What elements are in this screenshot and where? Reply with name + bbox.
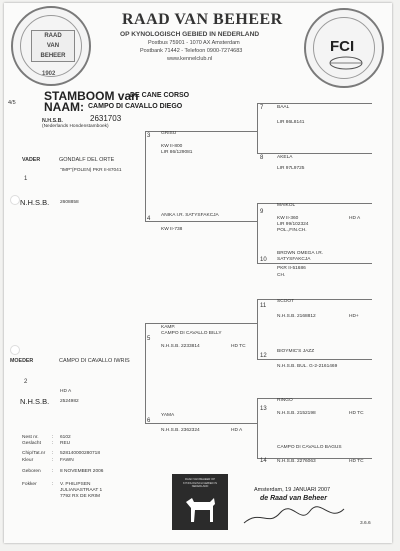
punch-hole [10, 195, 20, 205]
header-website: www.kennelclub.nl [167, 56, 213, 62]
g8-lir: LIR 97L9725 [277, 166, 305, 171]
g9-name: MAIKOL [277, 203, 296, 208]
nhsb-label: N.H.S.B. [42, 118, 63, 124]
geslacht-label: Geslacht [22, 441, 41, 446]
moeder-hd: HD A [60, 389, 72, 394]
stamboom-label: STAMBOOM van [44, 89, 139, 103]
g14-name: CAMPO DI CAVALLO BAGUS [277, 445, 342, 450]
naam-label: NAAM: [44, 100, 84, 114]
g6-hd: HD A [231, 428, 243, 433]
geboren-value: 8 NOVEMBER 2006 [60, 469, 104, 474]
page-ref: 4/5 [8, 100, 16, 106]
g13-hd: HD TC [349, 411, 364, 416]
geboren-label: Geboren [22, 469, 41, 474]
g14-nhsb: N.H.S.B. 2276063 [277, 459, 316, 464]
pedigree-certificate: RAAD VAN BEHEER 1902 FCI RAAD VAN BEHEER OP KYNOLOGISCH GEBIED IN NEDERLAND Postbus 75901 - 1070 AX Amsterdam Postbank 71442 - Telefoon 0900-7274683 www.kennelclub.nl 4/5 STAMBOOM van DE CANE CORSO NAAM: CAMPO DI CAVALLO DIEGO N.H.S.B. 2631703 (Nederlands Hondenstamboek) VADER GONDALF DEL ORTE "IMP"(POLEN) PKR II-87041 1 N.H.S.B. 2608858 MOEDER CAMPO DI CAVALLO IWRIS 2 HD A N.H.S.B. 2524982 3 GRISU KW II-800 LIR 86/129081 ANIKA I.R. SATYSFAKCJA 4 KW II-738 KAMP. CAMPO DI CAVALLO BILLY 5 N.H.S.B. 2233814 HD TC YAMA 6 N.H.S.B. 2362324 HD A 7 BAAL LIR 86L8141 8 AKELA LIR 97L9725 MAIKOL 9 KW II-360 HD A LIR 99/102324 POL.,FIN.CH. BROWN OMEGA I.R. 10 SATYSFAKCJA PKR II-51686 CH. SCOOT 11 N.H.S.B. 2168812 HD+ BIOYMIC'S JAZZ 12 N.H.S.B. BUL. G-2-2161469 RINGO 13 N.H.S.B. 2152198 HD TC CAMPO DI CAVALLO BAGUS 14 N.H.S.B. 2276063 HD TC Nest nr. : 6102 Geslacht : REU Chip/Tat.nr : 528140000280718 Kleur : FAWN Geboren : 8 NOVEMBER 2006 Fokker : V. PHILIPSEN JULIANASTRAAT 1 7792 RX DE KRIM RAAD VAN BEHEER OP KYNOLOGISCH GEBIED IN NEDERLAND Amsterdam, 19 JANUARI 2007 de Raad van Beheer 3.6.6 [4, 3, 392, 543]
raad-van-beheer-seal: RAAD VAN BEHEER 1902 [11, 6, 91, 86]
g11-name: SCOOT [277, 299, 295, 304]
g9-kw: KW II-360 [277, 216, 299, 221]
g10-pkr: PKR II-51686 [277, 266, 306, 271]
vader-nhsb: 2608858 [60, 200, 79, 205]
fci-globe-icon [326, 56, 366, 70]
moeder-nhsb-label: N.H.S.B. [20, 397, 50, 406]
dog-nhsb: 2631703 [90, 114, 122, 123]
g7-num: 7 [260, 105, 264, 111]
g12-nhsb: N.H.S.B. BUL. G-2-2161469 [277, 364, 338, 369]
g14-num: 14 [260, 458, 267, 464]
g14-hd: HD TC [349, 459, 364, 464]
g4-num: 4 [147, 216, 151, 222]
nest-value: 6102 [60, 435, 71, 440]
vader-nhsb-label: N.H.S.B. [20, 198, 50, 207]
g13-name: RINGO [277, 398, 293, 403]
g6-num: 6 [147, 418, 151, 424]
g11-num: 11 [260, 303, 267, 309]
moeder-name: CAMPO DI CAVALLO IWRIS [59, 358, 130, 364]
g6-name: YAMA [161, 413, 175, 418]
signature-scribble-icon [240, 503, 350, 528]
kleur-label: Kleur [22, 458, 34, 463]
g9-num: 9 [260, 209, 264, 215]
g12-num: 12 [260, 353, 267, 359]
g3-name: GRISU [161, 131, 177, 136]
fokker-name: V. PHILIPSEN [60, 482, 91, 487]
g10-num: 10 [260, 257, 267, 263]
moeder-nhsb: 2524982 [60, 399, 79, 404]
g7-name: BAAL [277, 105, 290, 110]
punch-hole [10, 345, 20, 355]
dog-name: CAMPO DI CAVALLO DIEGO [88, 103, 183, 110]
g9-hd: HD A [349, 216, 361, 221]
g12-name: BIOYMIC'S JAZZ [277, 349, 315, 354]
nest-label: Nest nr. [22, 435, 39, 440]
chip-value: 528140000280718 [60, 451, 101, 456]
g5-hd: HD TC [231, 344, 246, 349]
vader-num: 1 [24, 176, 28, 182]
place-date: Amsterdam, 19 JANUARI 2007 [254, 487, 331, 493]
vader-name: GONDALF DEL ORTE [59, 157, 115, 163]
moeder-label: MOEDER [10, 358, 34, 364]
fokker-label: Fokker [22, 482, 37, 487]
g9-pol: POL.,FIN.CH. [277, 228, 307, 233]
header-phone: Postbank 71442 - Telefoon 0900-7274683 [140, 48, 243, 54]
g6-nhsb: N.H.S.B. 2362324 [161, 428, 200, 433]
vader-label: VADER [22, 157, 41, 163]
g5-name: CAMPO DI CAVALLO BILLY [161, 331, 222, 336]
g10-name: BROWN OMEGA I.R. [277, 251, 324, 256]
g3-lir: LIR 86/129081 [161, 150, 193, 155]
geslacht-value: REU [60, 441, 71, 446]
g9-lir: LIR 99/102324 [277, 222, 309, 227]
signature: de Raad van Beheer [260, 495, 327, 502]
fci-label: FCI [330, 38, 355, 55]
dog-silhouette-icon [180, 492, 220, 526]
breed: DE CANE CORSO [130, 92, 190, 99]
kennel-club-stamp [172, 474, 228, 530]
g10-ch: CH. [277, 273, 286, 278]
g4-name: ANIKA I.R. SATYSFAKCJA [161, 213, 219, 218]
header-title: RAAD VAN BEHEER [122, 11, 283, 28]
nhsb-sub: (Nederlands Hondenstamboek) [42, 124, 109, 129]
fokker-city: 7792 RX DE KRIM [60, 494, 100, 499]
form-ref: 3.6.6 [360, 521, 371, 526]
kleur-value: FAWN [60, 458, 74, 463]
g5-nhsb: N.H.S.B. 2233814 [161, 344, 200, 349]
chip-label: Chip/Tat.nr [22, 451, 46, 456]
header-address: Postbus 75901 - 1070 AX Amsterdam [148, 40, 240, 46]
g3-num: 3 [147, 133, 151, 139]
g8-name: AKELA [277, 155, 293, 160]
fokker-street: JULIANASTRAAT 1 [60, 488, 103, 493]
fci-seal [304, 8, 384, 88]
g5-num: 5 [147, 336, 151, 342]
g3-kw: KW II-800 [161, 144, 183, 149]
vader-import: "IMP"(POLEN) PKR II-87041 [60, 168, 122, 173]
stamp-text: RAAD VAN BEHEER OP KYNOLOGISCH GEBIED IN NEDERLAND [182, 478, 218, 488]
g8-num: 8 [260, 155, 264, 161]
g13-num: 13 [260, 406, 267, 412]
g13-nhsb: N.H.S.B. 2152198 [277, 411, 316, 416]
g10-name2: SATYSFAKCJA [277, 257, 311, 262]
g11-hd: HD+ [349, 314, 359, 319]
g7-lir: LIR 86L8141 [277, 120, 305, 125]
g11-nhsb: N.H.S.B. 2168812 [277, 314, 316, 319]
header-subtitle: OP KYNOLOGISCH GEBIED IN NEDERLAND [120, 31, 260, 38]
moeder-num: 2 [24, 379, 28, 385]
g5-kamp: KAMP. [161, 325, 176, 330]
g4-kw: KW II-738 [161, 227, 183, 232]
